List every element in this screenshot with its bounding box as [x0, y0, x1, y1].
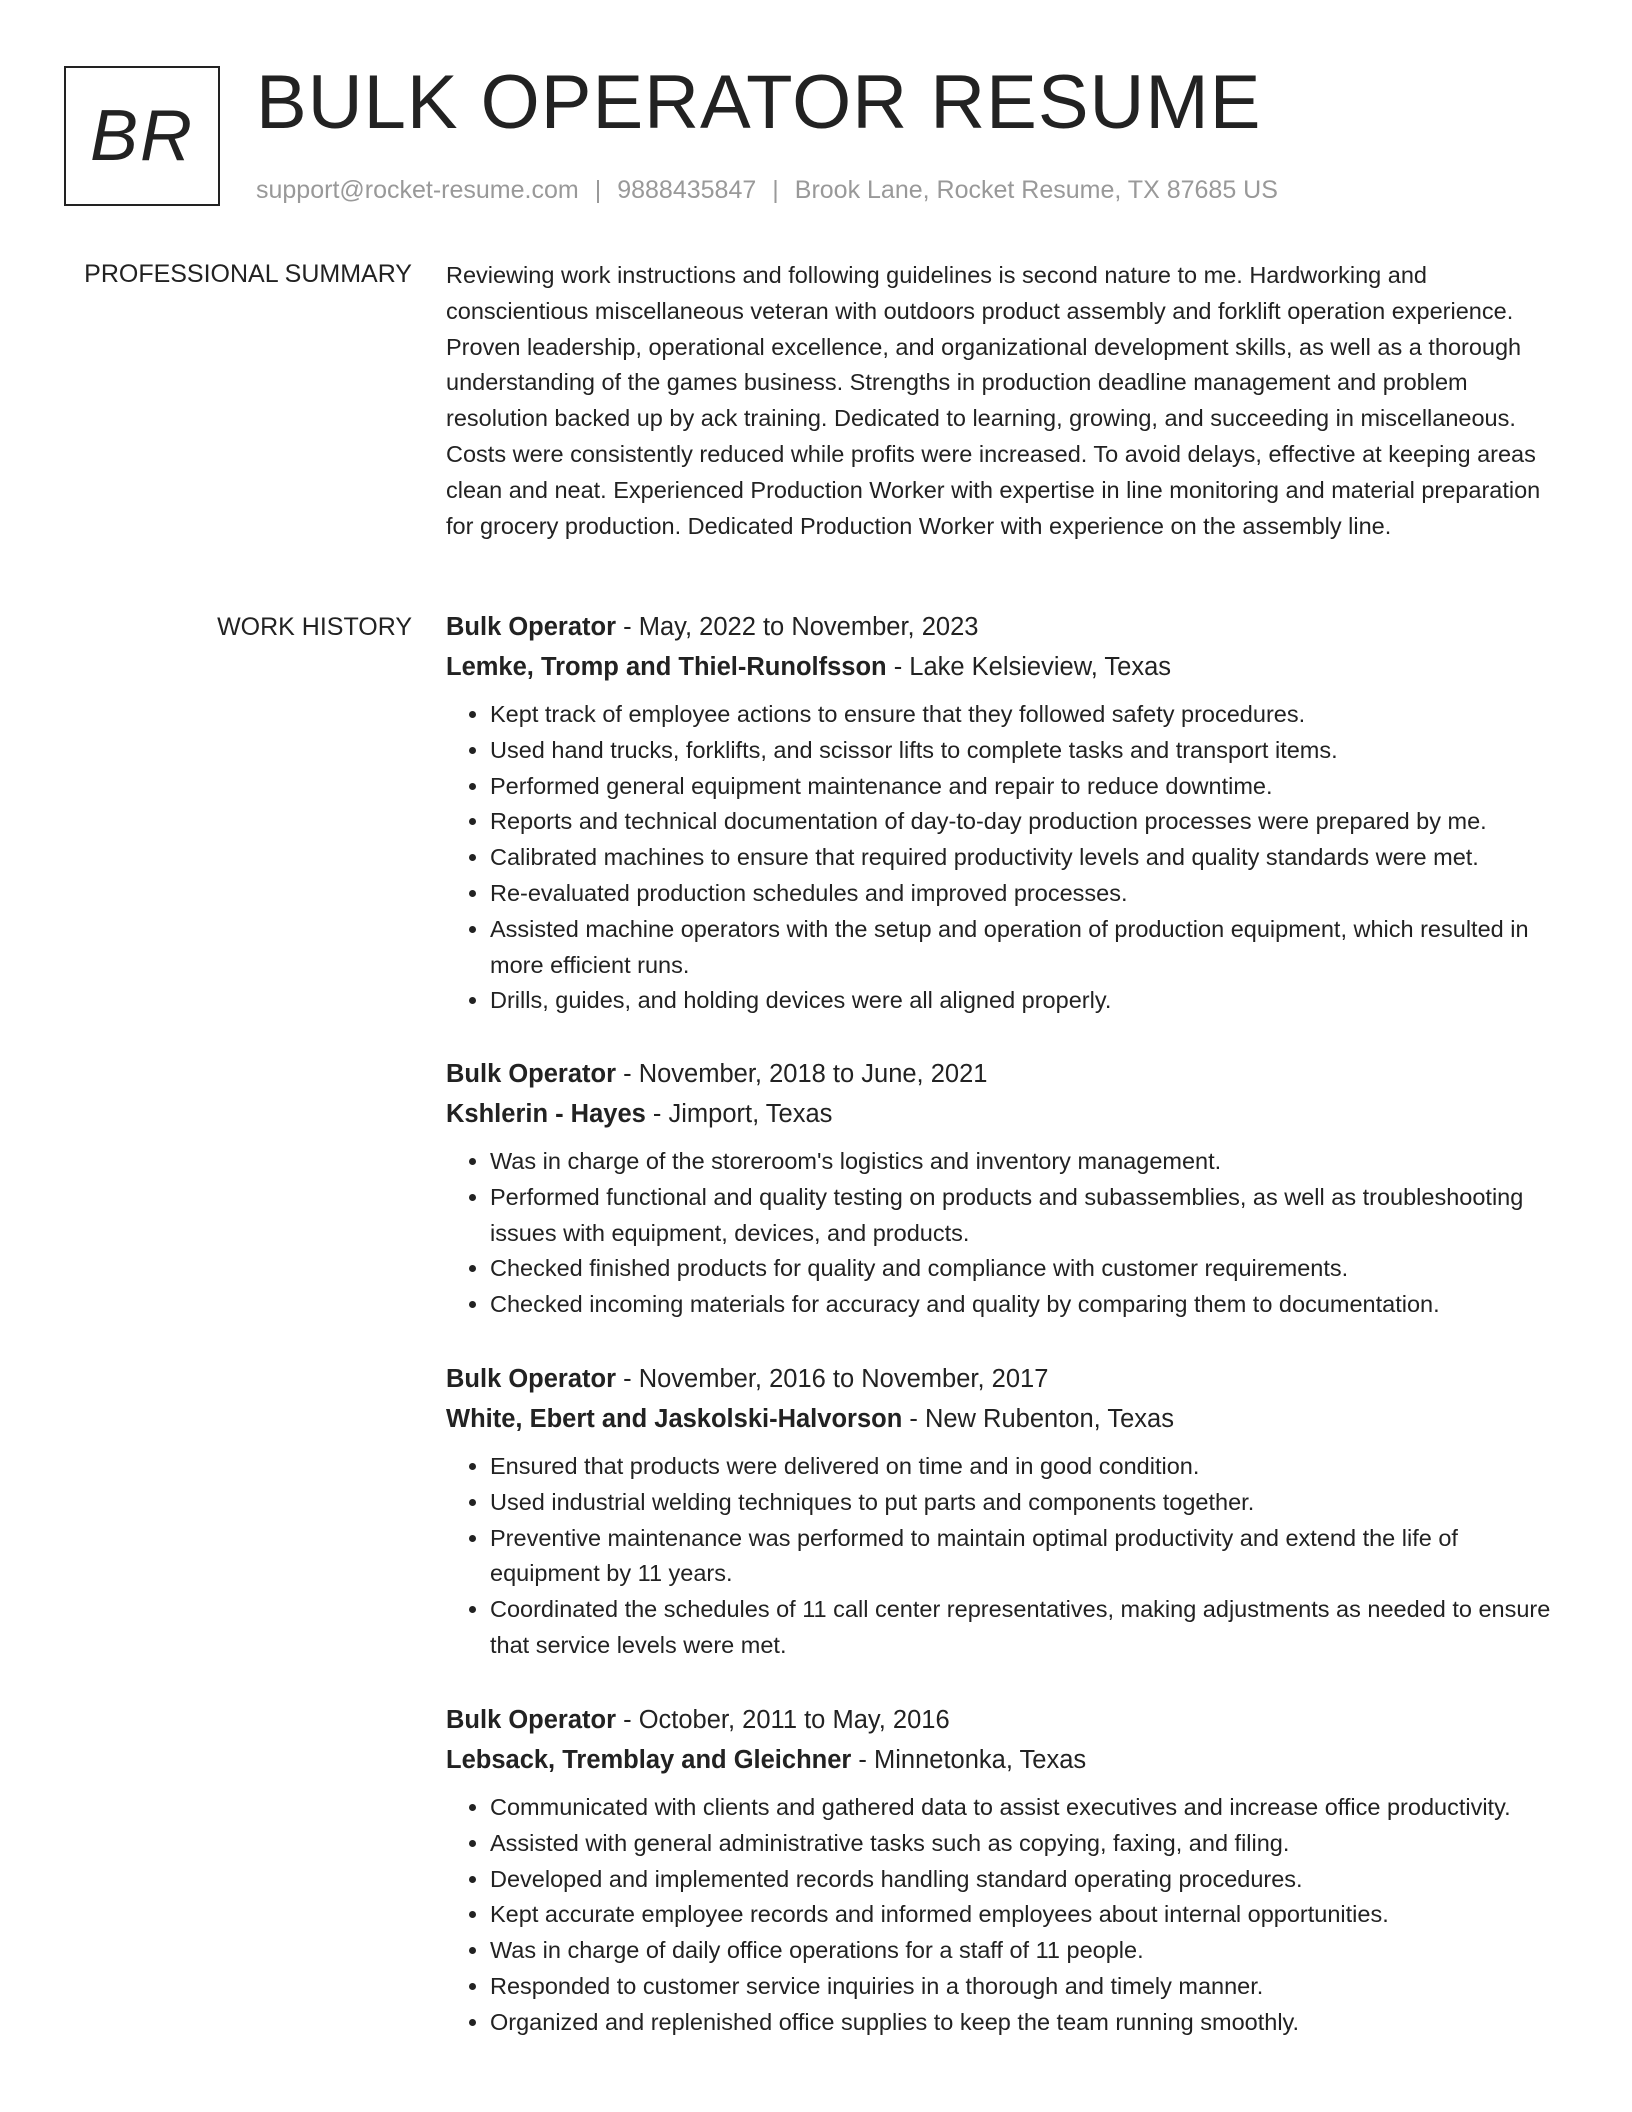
job-title-line: [446, 607, 1560, 647]
job-duty-item: • Ensured that products were delivered on time and in good condition.: [490, 1449, 1560, 1485]
job-location: - Minnetonka, Texas: [851, 1746, 1087, 1774]
job-duty-item: • Organized and replenished office supplies to keep the team running smoothly.: [490, 2005, 1560, 2041]
section-label-work-history: WORK HISTORY: [217, 613, 412, 641]
job-duty-item: • Kept track of employee actions to ensure that they followed safety procedures.: [490, 697, 1560, 733]
contact-email: support@rocket-resume.com: [256, 176, 579, 204]
contact-address: Brook Lane, Rocket Resume, TX 87685 US: [794, 176, 1278, 204]
job-dates: - May, 2022 to November, 2023: [616, 613, 979, 641]
job-duty-item: • Checked finished products for quality and compliance with customer requirements.: [490, 1251, 1560, 1287]
job-entry: [446, 1054, 1560, 1323]
job-duty-item: • Was in charge of the storeroom's logistics and inventory management.: [490, 1144, 1560, 1180]
job-company: Lebsack, Tremblay and Gleichner: [446, 1746, 852, 1774]
job-title-line: [446, 1700, 1560, 1740]
job-duty-item: • Used industrial welding techniques to put parts and components together.: [490, 1485, 1560, 1521]
job-title: Bulk Operator: [446, 613, 617, 641]
job-duties-list: [446, 1144, 1560, 1323]
job-company-line: [446, 647, 1560, 687]
job-duty-item: • Assisted with general administrative tasks such as copying, faxing, and filing.: [490, 1826, 1560, 1862]
job-company-line: [446, 1094, 1560, 1134]
resume-title: BULK OPERATOR RESUME: [256, 60, 1262, 145]
job-title-line: [446, 1054, 1560, 1094]
job-title: Bulk Operator: [446, 1706, 617, 1734]
job-duty-item: • Calibrated machines to ensure that required productivity levels and quality standards were met.: [490, 840, 1560, 876]
job-duty-item: • Was in charge of daily office operations for a staff of 11 people.: [490, 1933, 1560, 1969]
job-entry: [446, 607, 1560, 1019]
job-title: Bulk Operator: [446, 1060, 617, 1088]
job-duty-item: • Reports and technical documentation of day-to-day production processes were prepared by me.: [490, 804, 1560, 840]
job-location: - New Rubenton, Texas: [902, 1405, 1174, 1433]
job-location: - Jimport, Texas: [645, 1100, 833, 1128]
contact-separator: |: [772, 176, 779, 204]
job-company: White, Ebert and Jaskolski-Halvorson: [446, 1405, 903, 1433]
contact-separator: |: [594, 176, 602, 204]
job-company: Lemke, Tromp and Thiel-Runolfsson: [446, 653, 887, 681]
job-company-line: [446, 1740, 1560, 1780]
job-dates: - October, 2011 to May, 2016: [616, 1706, 950, 1734]
contact-line: [256, 172, 1278, 208]
job-duty-item: • Responded to customer service inquiries in a thorough and timely manner.: [490, 1969, 1560, 2005]
job-duty-item: • Re-evaluated production schedules and improved processes.: [490, 876, 1560, 912]
job-duty-item: • Kept accurate employee records and informed employees about internal opportunities.: [490, 1897, 1560, 1933]
job-duty-item: • Drills, guides, and holding devices were all aligned properly.: [490, 983, 1560, 1019]
initials-monogram: [64, 66, 220, 206]
job-duty-item: • Performed functional and quality testing on products and subassemblies, as well as troubleshooting issues with equipment, devices, and products.: [490, 1180, 1560, 1252]
job-dates: - November, 2018 to June, 2021: [616, 1060, 988, 1088]
job-company: Kshlerin - Hayes: [446, 1100, 646, 1128]
job-location: - Lake Kelsieview, Texas: [886, 653, 1172, 681]
job-duties-list: [446, 1790, 1560, 2041]
job-duty-item: • Used hand trucks, forklifts, and scissor lifts to complete tasks and transport items.: [490, 733, 1560, 769]
contact-phone: 9888435847: [617, 176, 757, 204]
job-duty-item: • Coordinated the schedules of 11 call center representatives, making adjustments as needed to ensure that service levels were met.: [490, 1592, 1560, 1664]
job-duty-item: • Checked incoming materials for accuracy and quality by comparing them to documentation.: [490, 1287, 1560, 1323]
section-label-professional-summary: PROFESSIONAL SUMMARY: [84, 260, 412, 288]
professional-summary-text: Reviewing work instructions and following guidelines is second nature to me. Hardworking and conscientious miscellaneous veteran with outdoors product assembly and forklift operation experience. Proven leadership, operational excellence, and organizational development skills, as well as a thorough understanding of the games business. Strengths in production deadline management and problem resolution backed up by ack training. Dedicated to learning, growing, and succeeding in miscellaneous. Costs were consistently reduced while profits were increased. To avoid delays, effective at keeping areas clean and neat. Experienced Production Worker with expertise in line monitoring and material preparation for grocery production. Dedicated Production Worker with experience on the assembly line.: [446, 262, 1541, 539]
job-company-line: [446, 1399, 1560, 1439]
job-duty-item: • Performed general equipment maintenance and repair to reduce downtime.: [490, 769, 1560, 805]
job-dates: - November, 2016 to November, 2017: [616, 1365, 1049, 1393]
job-duty-item: • Developed and implemented records handling standard operating procedures.: [490, 1862, 1560, 1898]
job-entry: [446, 1700, 1560, 2041]
job-title: Bulk Operator: [446, 1365, 617, 1393]
job-duty-item: • Communicated with clients and gathered data to assist executives and increase office productivity.: [490, 1790, 1560, 1826]
job-title-line: [446, 1359, 1560, 1399]
job-entry: [446, 1359, 1560, 1664]
job-duties-list: [446, 697, 1560, 1019]
job-duties-list: [446, 1449, 1560, 1664]
job-duty-item: • Preventive maintenance was performed to maintain optimal productivity and extend the life of equipment by 11 years.: [490, 1521, 1560, 1593]
initials-text: BR: [89, 96, 195, 176]
job-duty-item: • Assisted machine operators with the setup and operation of production equipment, which resulted in more efficient runs.: [490, 912, 1560, 984]
